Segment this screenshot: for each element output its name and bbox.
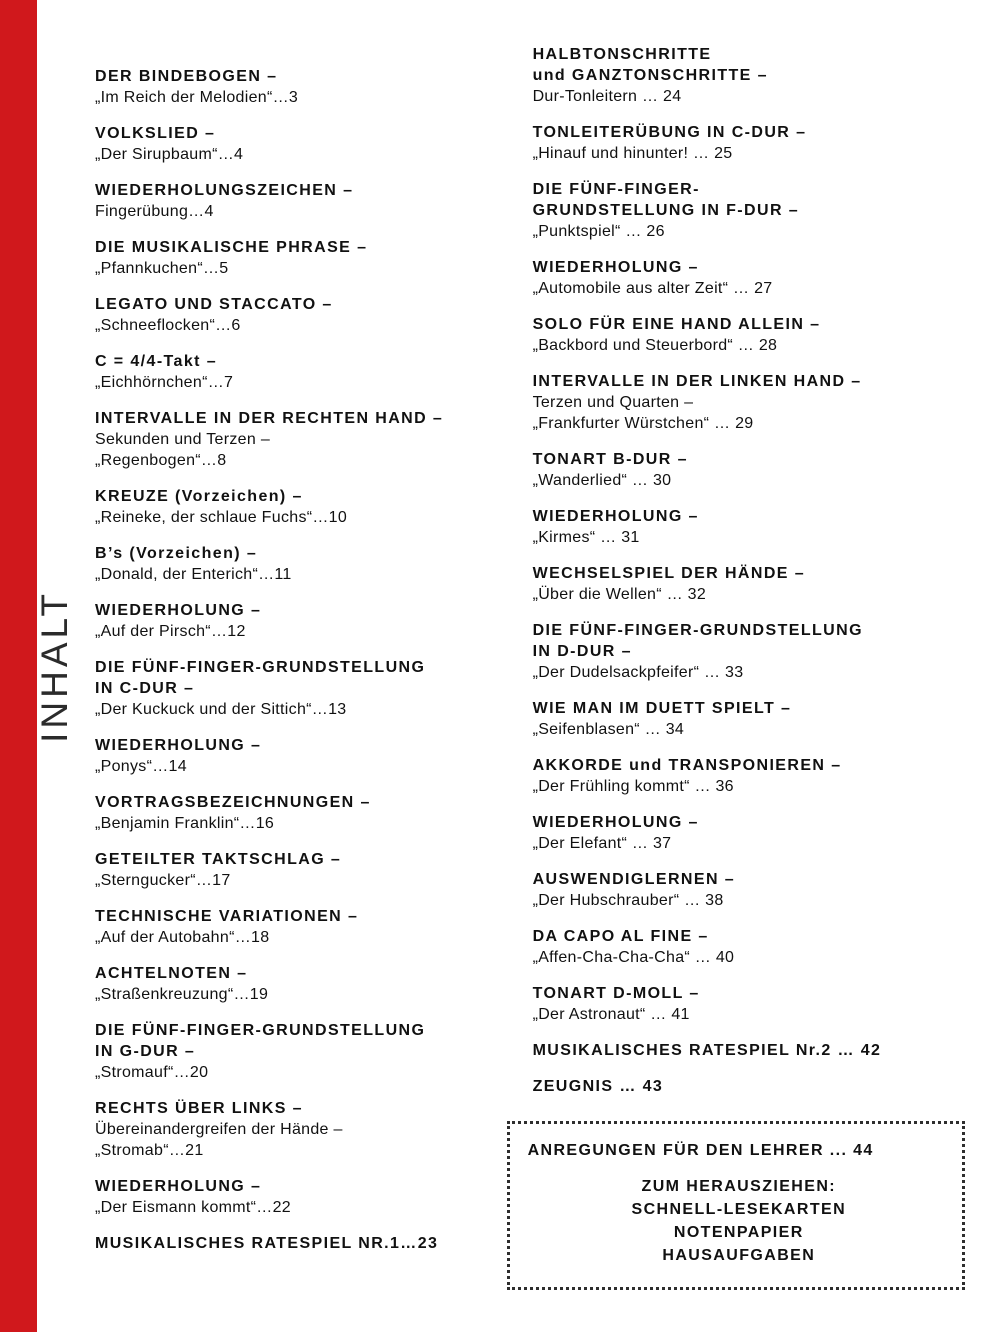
toc-entry-title: DIE FÜNF-FINGER-GRUNDSTELLUNG	[95, 1022, 426, 1039]
teacher-box-line: ZUM HERAUSZIEHEN:	[641, 1178, 837, 1195]
toc-entry-title: IN C-DUR –	[95, 680, 195, 697]
toc-entry	[533, 1040, 965, 1061]
toc-entry-text: „Der Kuckuck und der Sittich“…13	[95, 701, 347, 718]
toc-entry	[95, 123, 508, 165]
toc-entry	[95, 1098, 508, 1161]
toc-entry-text: „Der Dudelsackpfeifer“ … 33	[532, 664, 744, 681]
toc-entry-title: AUSWENDIGLERNEN –	[532, 871, 736, 888]
toc-entry-text: „Hinauf und hinunter! … 25	[532, 145, 733, 162]
toc-entry-text: „Der Eismann kommt“…22	[95, 1199, 291, 1216]
toc-entry-text: „Kirmes“ … 31	[532, 529, 640, 546]
toc-entry-title: TONART D-MOLL –	[532, 985, 700, 1002]
toc-entry-title: DIE FÜNF-FINGER-	[532, 181, 700, 198]
toc-entry-title: B’s (Vorzeichen) –	[95, 545, 258, 562]
toc-entry	[95, 1020, 508, 1083]
toc-entry-text: „Der Elefant“ … 37	[532, 835, 672, 852]
teacher-box-line: HAUSAUFGABEN	[662, 1247, 816, 1264]
toc-entry-text: „Der Hubschrauber“ … 38	[532, 892, 724, 909]
toc-entry-title: WECHSELSPIEL DER HÄNDE –	[532, 565, 806, 582]
toc-entry	[95, 180, 508, 222]
toc-entry	[533, 449, 965, 491]
toc-entry-text: „Sterngucker“…17	[95, 872, 231, 889]
toc-entry-text: „Auf der Pirsch“…12	[95, 623, 246, 640]
toc-entry-text: „Pfannkuchen“…5	[95, 260, 229, 277]
toc-entry-text: „Affen-Cha-Cha-Cha“ … 40	[532, 949, 735, 966]
toc-entry	[95, 1176, 508, 1218]
toc-entry	[533, 122, 965, 164]
toc-entry	[533, 506, 965, 548]
toc-entry	[533, 869, 965, 911]
toc-entry-title: DIE MUSIKALISCHE PHRASE –	[95, 239, 368, 256]
toc-entry-title: DIE FÜNF-FINGER-GRUNDSTELLUNG	[532, 622, 863, 639]
toc-entry-text: „Der Sirupbaum“…4	[95, 146, 244, 163]
toc-entry	[95, 963, 508, 1005]
toc-entry-title: TONLEITERÜBUNG IN C-DUR –	[532, 124, 807, 141]
toc-entry-title: INTERVALLE IN DER RECHTEN HAND –	[95, 410, 444, 427]
toc-entry-title: MUSIKALISCHES RATESPIEL Nr.2 … 42	[532, 1042, 882, 1059]
toc-entry-title: TONART B-DUR –	[532, 451, 688, 468]
toc-entry	[95, 600, 508, 642]
toc-entry-title: HALBTONSCHRITTE	[532, 46, 712, 63]
toc-entry-title: WIEDERHOLUNG –	[532, 259, 699, 276]
toc-entry	[95, 657, 508, 720]
toc-entry-text: „Über die Wellen“ … 32	[532, 586, 707, 603]
toc-entry	[95, 906, 508, 948]
toc-entry-title: C = 4/4-Takt –	[95, 353, 218, 370]
toc-entry-text: „Automobile aus alter Zeit“ … 27	[532, 280, 773, 297]
toc-entry-title: DER BINDEBOGEN –	[95, 68, 278, 85]
toc-entry-text: Fingerübung…4	[95, 203, 214, 220]
toc-entry-text: „Wanderlied“ … 30	[532, 472, 672, 489]
toc-entry-text: „Der Frühling kommt“ … 36	[532, 778, 734, 795]
toc-entry-text: „Straßenkreuzung“…19	[95, 986, 269, 1003]
toc-entry-text: „Ponys“…14	[95, 758, 187, 775]
toc-entry	[533, 179, 965, 242]
toc-entry-title: KREUZE (Vorzeichen) –	[95, 488, 303, 505]
toc-entry	[533, 314, 965, 356]
toc-entry-title: DIE FÜNF-FINGER-GRUNDSTELLUNG	[95, 659, 426, 676]
toc-entry	[533, 812, 965, 854]
toc-entry	[95, 543, 508, 585]
toc-entry-title: WIEDERHOLUNGSZEICHEN –	[95, 182, 354, 199]
toc-entry	[95, 408, 508, 471]
toc-entry-text: „Frankfurter Würstchen“ … 29	[532, 415, 754, 432]
toc-entry-title: INTERVALLE IN DER LINKEN HAND –	[532, 373, 862, 390]
toc-entry	[533, 620, 965, 683]
teacher-supplement-box	[507, 1121, 965, 1290]
teacher-box-line: SCHNELL-LESEKARTEN	[631, 1201, 847, 1218]
toc-entry-title: TECHNISCHE VARIATIONEN –	[95, 908, 359, 925]
toc-entry-text: Übereinandergreifen der Hände –	[95, 1121, 343, 1138]
toc-entry	[95, 237, 508, 279]
toc-entry-title: IN G-DUR –	[95, 1043, 196, 1060]
toc-entry	[95, 66, 508, 108]
toc-entry-text: Terzen und Quarten –	[532, 394, 694, 411]
toc-entry-title: VOLKSLIED –	[95, 125, 216, 142]
toc-entry-title: MUSIKALISCHES RATESPIEL NR.1…23	[95, 1235, 439, 1252]
toc-entry	[95, 351, 508, 393]
toc-columns	[95, 44, 965, 1290]
teacher-box-lines	[528, 1175, 950, 1267]
toc-entry	[533, 371, 965, 434]
toc-entry-text: „Reineke, der schlaue Fuchs“…10	[95, 509, 348, 526]
toc-entry-text: Sekunden und Terzen –	[95, 431, 271, 448]
toc-entry-title: VORTRAGSBEZEICHNUNGEN –	[95, 794, 371, 811]
toc-entry-title: DA CAPO AL FINE –	[532, 928, 709, 945]
toc-entry	[95, 735, 508, 777]
toc-entry-text: „Donald, der Enterich“…11	[95, 566, 292, 583]
toc-entry-title: IN D-DUR –	[532, 643, 632, 660]
toc-column-left	[95, 44, 508, 1290]
toc-entry	[533, 926, 965, 968]
toc-entry-title: ACHTELNOTEN –	[95, 965, 248, 982]
toc-entry-title: ZEUGNIS … 43	[532, 1078, 664, 1095]
page-title: INHALT	[34, 589, 75, 743]
toc-entry-text: „Im Reich der Melodien“…3	[95, 89, 299, 106]
left-accent-bar	[0, 0, 37, 1332]
toc-entry-title: und GANZTONSCHRITTE –	[532, 67, 768, 84]
toc-entry	[95, 294, 508, 336]
toc-entry-text: „Benjamin Franklin“…16	[95, 815, 275, 832]
toc-entry-title: SOLO FÜR EINE HAND ALLEIN –	[532, 316, 821, 333]
toc-entry-title: LEGATO UND STACCATO –	[95, 296, 333, 313]
toc-entry-text: Dur-Tonleitern … 24	[532, 88, 682, 105]
toc-entry	[533, 44, 965, 107]
toc-entry-text: „Auf der Autobahn“…18	[95, 929, 270, 946]
toc-column-right	[527, 44, 965, 1290]
toc-entry	[533, 563, 965, 605]
page-title-wrap	[34, 0, 76, 1332]
toc-entry-title: WIEDERHOLUNG –	[95, 1178, 262, 1195]
toc-entry-text: „Stromauf“…20	[95, 1064, 209, 1081]
toc-right-entries	[533, 44, 965, 1097]
toc-entry-title: AKKORDE und TRANSPONIEREN –	[532, 757, 842, 774]
toc-entry-text: „Punktspiel“ … 26	[532, 223, 665, 240]
toc-entry-title: WIEDERHOLUNG –	[95, 602, 262, 619]
toc-entry	[95, 1233, 508, 1254]
toc-entry-title: WIEDERHOLUNG –	[532, 508, 699, 525]
toc-entry-title: RECHTS ÜBER LINKS –	[95, 1100, 303, 1117]
teacher-box-line: NOTENPAPIER	[673, 1224, 804, 1241]
toc-entry	[95, 486, 508, 528]
toc-entry-text: „Seifenblasen“ … 34	[532, 721, 685, 738]
toc-entry	[533, 1076, 965, 1097]
toc-left-entries	[95, 66, 508, 1254]
toc-entry	[533, 698, 965, 740]
toc-entry-text: „Backbord und Steuerbord“ … 28	[532, 337, 778, 354]
toc-entry-text: „Der Astronaut“ … 41	[532, 1006, 690, 1023]
teacher-box-header: ANREGUNGEN FÜR DEN LEHRER ... 44	[527, 1142, 874, 1159]
toc-entry	[533, 257, 965, 299]
toc-entry-title: WIEDERHOLUNG –	[532, 814, 699, 831]
toc-entry-title: WIEDERHOLUNG –	[95, 737, 262, 754]
toc-entry	[95, 849, 508, 891]
toc-entry-text: „Regenbogen“…8	[95, 452, 227, 469]
toc-entry-title: GETEILTER TAKTSCHLAG –	[95, 851, 342, 868]
toc-entry-title: GRUNDSTELLUNG IN F-DUR –	[532, 202, 800, 219]
toc-entry	[95, 792, 508, 834]
toc-entry	[533, 755, 965, 797]
toc-entry	[533, 983, 965, 1025]
toc-entry-title: WIE MAN IM DUETT SPIELT –	[532, 700, 792, 717]
toc-entry-text: „Stromab“…21	[95, 1142, 204, 1159]
toc-entry-text: „Schneeflocken“…6	[95, 317, 241, 334]
toc-entry-text: „Eichhörnchen“…7	[95, 374, 234, 391]
